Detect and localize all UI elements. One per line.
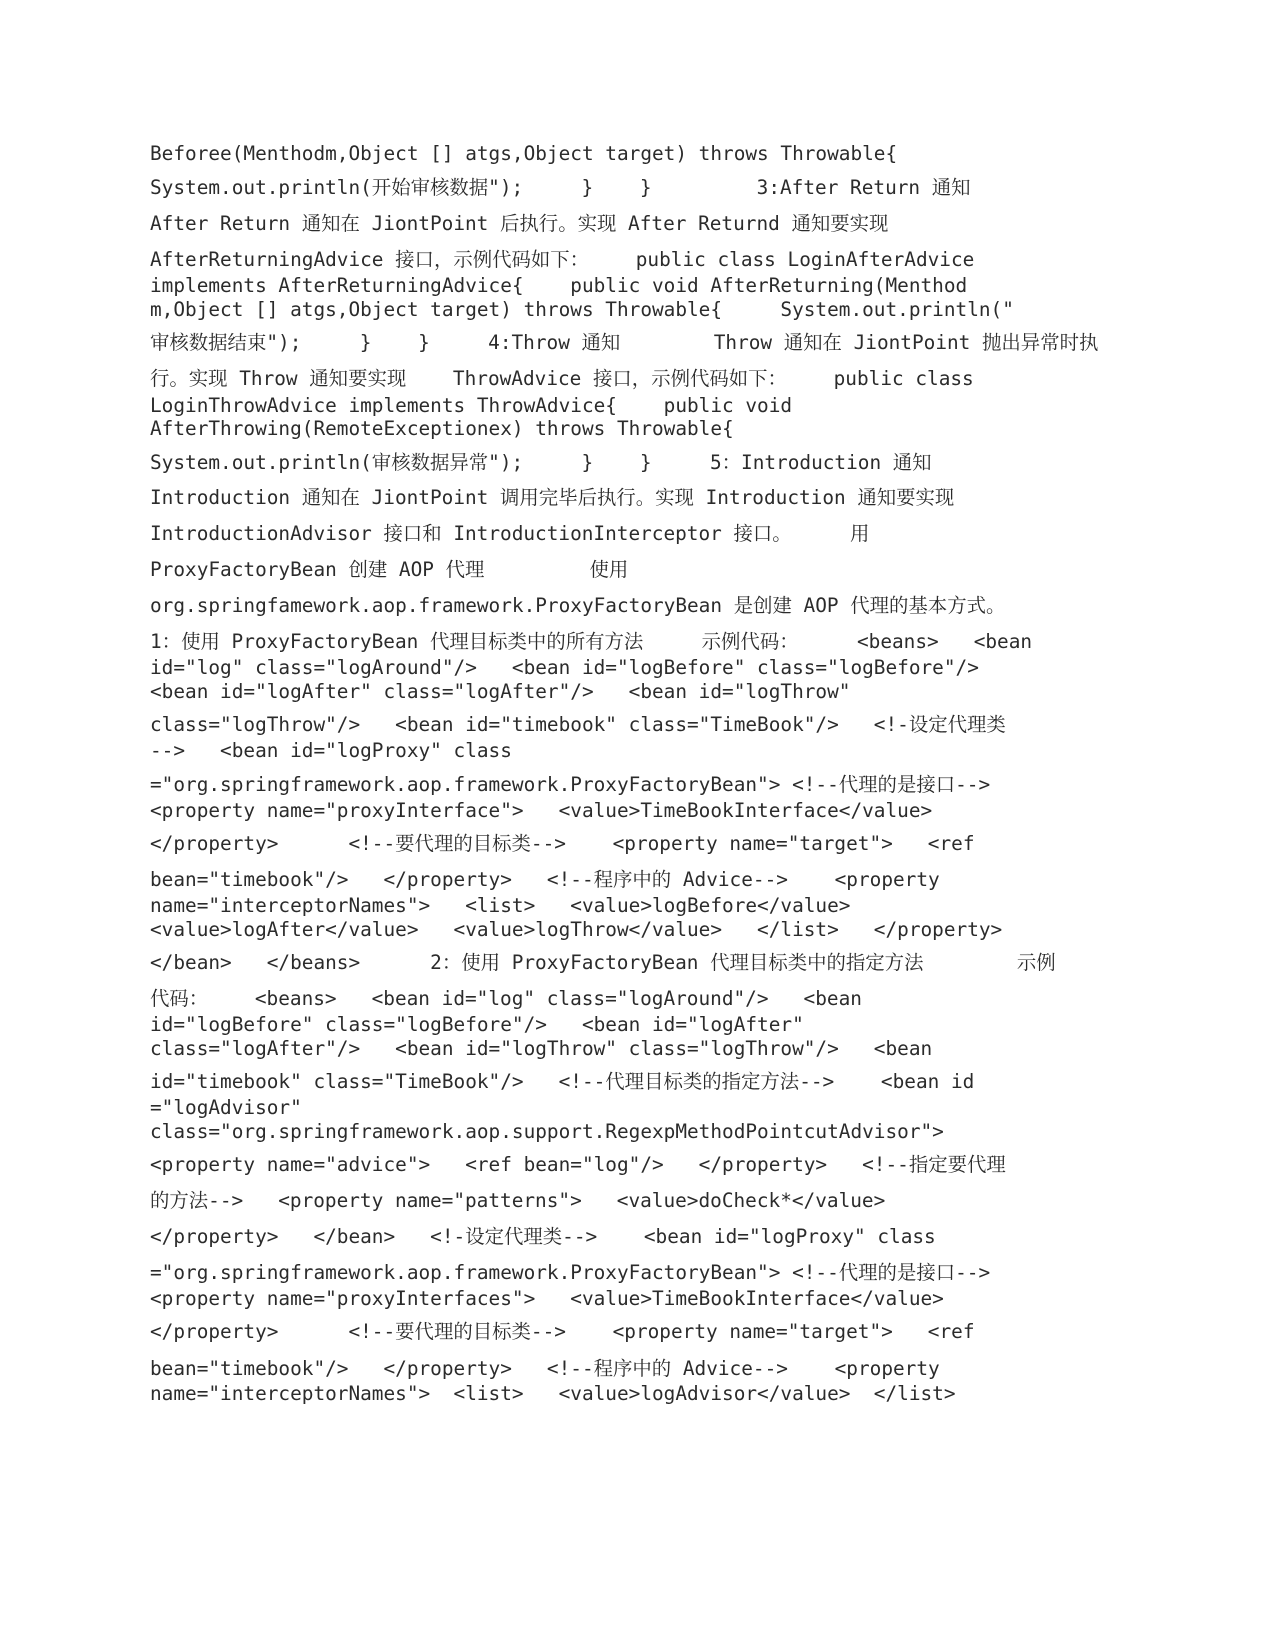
text-line: LoginThrowAdvice implements ThrowAdvice{ public void	[150, 394, 793, 417]
text-line: bean="timebook"/> </property> <!--程序中的 Advice--> <property	[150, 868, 940, 891]
text-line: </property> <!--要代理的目标类--> <property name="target"> <ref	[150, 832, 975, 855]
text-line: m,Object [] atgs,Object target) throws Throwable{ System.out.println("	[150, 298, 1014, 321]
text-line: <bean id="logAfter" class="logAfter"/> <bean id="logThrow"	[150, 680, 851, 703]
text-line: ="org.springframework.aop.framework.ProxyFactoryBean"> <!--代理的是接口-->	[150, 773, 991, 796]
text-line: </property> <!--要代理的目标类--> <property name="target"> <ref	[150, 1320, 975, 1343]
text-line: org.springfamework.aop.framework.ProxyFactoryBean 是创建 AOP 代理的基本方式。	[150, 594, 1006, 617]
text-line: id="logBefore" class="logBefore"/> <bean id="logAfter"	[150, 1013, 804, 1036]
text-line: After Return 通知在 JiontPoint 后执行。实现 After Returnd 通知要实现	[150, 212, 889, 235]
text-line: IntroductionAdvisor 接口和 IntroductionInterceptor 接口。 用	[150, 522, 870, 545]
text-line: <property name="proxyInterface"> <value>TimeBookInterface</value>	[150, 799, 933, 822]
text-line: implements AfterReturningAdvice{ public void AfterReturning(Menthod	[150, 274, 968, 297]
text-line: bean="timebook"/> </property> <!--程序中的 Advice--> <property	[150, 1357, 940, 1380]
text-line: System.out.println(审核数据异常"); } } 5：Introduction 通知	[150, 451, 932, 474]
text-line: id="timebook" class="TimeBook"/> <!--代理目标类的指定方法--> <bean id	[150, 1070, 975, 1093]
text-line: 1：使用 ProxyFactoryBean 代理目标类中的所有方法 示例代码： <beans> <bean	[150, 630, 1033, 653]
text-line: <property name="proxyInterfaces"> <value>TimeBookInterface</value>	[150, 1287, 944, 1310]
text-line: <value>logAfter</value> <value>logThrow</value> </list> </property>	[150, 918, 1003, 941]
text-line: AfterReturningAdvice 接口，示例代码如下： public class LoginAfterAdvice	[150, 248, 975, 271]
text-line: id="log" class="logAround"/> <bean id="logBefore" class="logBefore"/>	[150, 656, 979, 679]
text-line: class="logThrow"/> <bean id="timebook" class="TimeBook"/> <!-设定代理类	[150, 713, 1006, 736]
text-line: </bean> </beans> 2：使用 ProxyFactoryBean 代理目标类中的指定方法 示例	[150, 951, 1056, 974]
text-line: ProxyFactoryBean 创建 AOP 代理 使用	[150, 558, 629, 581]
text-line: --> <bean id="logProxy" class	[150, 739, 512, 762]
text-line: ="logAdvisor"	[150, 1096, 302, 1119]
text-line: Beforee(Menthodm,Object [] atgs,Object target) throws Throwable{	[150, 142, 898, 165]
text-line: ="org.springframework.aop.framework.ProxyFactoryBean"> <!--代理的是接口-->	[150, 1261, 991, 1284]
text-line: Introduction 通知在 JiontPoint 调用完毕后执行。实现 Introduction 通知要实现	[150, 486, 955, 509]
text-line: class="logAfter"/> <bean id="logThrow" class="logThrow"/> <bean	[150, 1037, 933, 1060]
text-line: System.out.println(开始审核数据"); } } 3:After Return 通知	[150, 176, 971, 199]
text-line: 代码： <beans> <bean id="log" class="logAround"/> <bean	[150, 987, 862, 1010]
text-line: name="interceptorNames"> <list> <value>logAdvisor</value> </list>	[150, 1382, 956, 1405]
text-line: 审核数据结束"); } } 4:Throw 通知 Throw 通知在 JiontPoint 抛出异常时执	[150, 331, 1099, 354]
text-line: 行。实现 Throw 通知要实现 ThrowAdvice 接口，示例代码如下： public class	[150, 367, 974, 390]
text-line: name="interceptorNames"> <list> <value>logBefore</value>	[150, 894, 851, 917]
text-line: <property name="advice"> <ref bean="log"/> </property> <!--指定要代理	[150, 1153, 1006, 1176]
text-line: </property> </bean> <!-设定代理类--> <bean id="logProxy" class	[150, 1225, 936, 1248]
text-line: 的方法--> <property name="patterns"> <value>doCheck*</value>	[150, 1189, 886, 1212]
text-line: AfterThrowing(RemoteExceptionex) throws Throwable{	[150, 417, 734, 440]
text-line: class="org.springframework.aop.support.RegexpMethodPointcutAdvisor">	[150, 1120, 944, 1143]
